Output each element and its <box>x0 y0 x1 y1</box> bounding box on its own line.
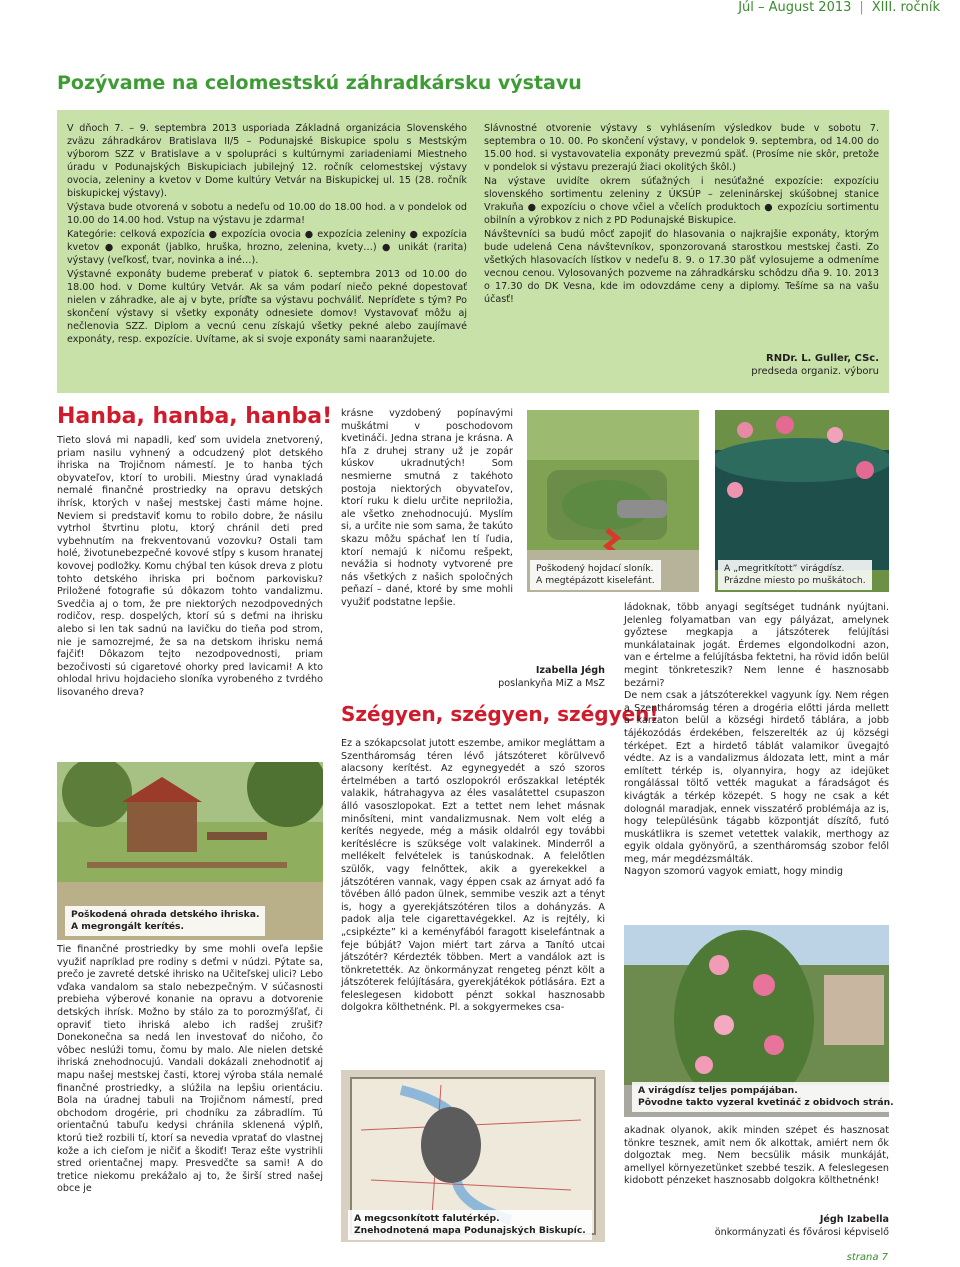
planter-caption-sk: A „megritkított” virágdísz. <box>724 563 845 574</box>
sk-author-name: Izabella Jégh <box>535 665 605 676</box>
signature-name: RNDr. L. Guller, CSc. <box>766 353 879 364</box>
page-title: Pozývame na celomestskú záhradkársku výstavu <box>57 72 582 94</box>
invite-paragraph: Slávnostné otvorenie výstavy s vyhlásením výsledkov bude v sobotu 7. septembra o 10. 00. Po skončení výstavy, v pondelok 9. septembra, od 14.00 do 15.00 hod. si vystavovatelia exponáty prevezmú späť. (Prosíme nie skôr, pretože v pondelok si výstavu prezerajú žiaci okolitých škôl.) <box>484 123 879 173</box>
invite-col-1 <box>67 122 467 347</box>
flower-tower-caption-sk: Pôvodne takto vyzeral kvetináč z obidvoch strán. <box>638 1097 894 1108</box>
sk-article-continued: Tie finančné prostriedky by sme mohli oveľa lepšie využiť napríklad pre rodiny s deťmi v núdzi. Pýtate sa, prečo je zavreté detské ihrisko na Učiteľskej ulici? Lebo vďaka vandalom sa stalo nebezpečným. V súčasnosti prebieha výberové konanie na opravu a dotvorenie detských ihrísk. Možno by stálo za to porozmýšľať, či opraviť tieto ihriská alebo ich radšej zrušiť? Donekonečna sa nedá len investovať do ničoho, čo vôbec neslúži tomu, čomu by malo. Ale nielen detské ihriská znehodnocujú. Vandali dokázali znehodnotiť aj mapu našej mestskej časti, ktorej výroba stála nemalé finančné prostriedky, a slúžila na lepšiu orientáciu. Bola na úradnej tabuli na Trojičnom námestí, pred obchodom drogérie, pri chodníku za zábradlím. Tú orientačnú tabuľu kedysi chránila sklenená výplň, ktorú tiež rozbili tí, ktorí sa nevedia vpratať do vlastnej kože a ich cieľom je ničiť a škodiť! Teraz ešte vystrihli stred orientačnej mapy. Presvedčte sa sami! A do tretice niekomu prekážalo aj to, že širší stred našej obce je <box>57 944 323 1195</box>
flower-tower-caption-hu: A virágdísz teljes pompájában. <box>638 1085 798 1096</box>
invite-paragraph: V dňoch 7. – 9. septembra 2013 usporiada Základná organizácia Slovenského zväzu záhradkárov Bratislava II/5 – Podunajské Biskupice spolu s Mestským výborom SZZ v Bratislave a v spolupráci s kultúrnymi zariadeniami Miestneho úradu v Podunajských Biskupiciach jubilejný 12. ročník celomestskej výstavy ovocia, zeleniny a kvetov v Dome kultúry Vetvár na Biskupickej ul. 15 (28. ročník biskupickej výstavy). <box>67 123 467 199</box>
hu-article-col-2: ládoknak, több anyagi segítséget tudnánk nyújtani. Jelenleg folyamatban van egy pályázat, amelynek győztese megkapja a játszóterek felújítási munkálatainak jogát. Érdemes elgondolkodni azon, van e értelme a felújításba fektetni, ha rövid időn belül megint tönkreteszik? Nem lenne é hasznosabb bezárni? De nem csak a játszóterekkel vagyunk így. Nem régen a Szentháromság téren a drogéria előtti járda mellett a karzaton belül a községi hirdető táblára, a jobb tájékozódás érdekében, felszerelték az új községi térképet. Ezt a hirdető táblát valamikor üvegajtó védte. Az is a vandalizmus áldozata lett, mint a már említett térkép is, olyannyira, hogy az idejüket rongálással töltő vették magukat a fáradságot és kivágták a térkép közepét. S hogy ne csak a két dolognál maradjak, ennek visszatérő problémája az is, hogy településünk tágabb központját díszítő, futó muskátlikra is szemet vetettek valakik, merthogy az egyik oldala gyönyörű, a szentháromság szobor felől meg, már megdézsmálták. Nagyon szomorú vagyok emiatt, hogy mindig <box>624 602 889 878</box>
hu-author-name: Jégh Izabella <box>819 1214 889 1225</box>
page-number: strana 7 <box>846 1252 888 1263</box>
sk-article-middle: krásne vyzdobený popínavými muškátmi v poschodovom kvetináči. Jedna strana je krásna. A hľa z druhej strany už je zopár kúskov ukradnutých! Som nesmierne smutná z takéhoto postoja niektorých obyvateľov, ktorí ruku k dielu určite nepriložia, ale všetko znehodnocujú. Myslím si, a určite nie som sama, že takúto skazu môžu spáchať len tí ľudia, ktorí nemajú k ničomu rešpekt, nevážia si hodnoty vytvorené pre nás všetkých z našich spoločných peňazí – dané, ktoré by sme mohli využiť podstatne lepšie. <box>341 408 513 608</box>
issue-header <box>738 0 940 15</box>
hu-article-closing: akadnak olyanok, akik minden szépet és hasznosat tönkre tesznek, amit nem ők alkottak, amiért nem ők dolgoztak meg. Nem becsülik másik munkáját, amellyel környezetünket szebbé teszik. A feleslegesen kidobott pénzeket hasznosabb dolgokra költhetnénk! <box>624 1125 889 1187</box>
planter-caption <box>718 560 872 590</box>
issue-date: Júl – August 2013 <box>738 0 852 15</box>
hu-author-role: önkormányzati és fővárosi képviselő <box>714 1226 889 1238</box>
invite-paragraph: Návštevníci sa budú môcť zapojiť do hlasovania o najkrajšie exponáty, ktorým bude udelená Cena návštevníkov, sponzorovaná starostkou mestskej časti. Zo všetkých hlasovacích lístkov v nedeľu 8. 9. o 17.30 päť vylosujeme a odmeníme vecnou cenou. Vylosovaných pozveme na záhradkársku schôdzu dňa 9. 10. 2013 o 17.30 do DK Vesna, kde im odovzdáme ceny a diplomy. Tešíme sa na vašu účasť! <box>484 229 879 305</box>
invite-col-2 <box>484 122 879 307</box>
map-caption <box>348 1210 592 1240</box>
hu-article-author <box>624 1214 889 1239</box>
elephant-caption <box>530 560 661 590</box>
planter-caption-hu: Prázdne miesto po muškátoch. <box>724 575 866 586</box>
invite-signature <box>484 352 879 378</box>
sk-article-title: Hanba, hanba, hanba! <box>57 404 333 429</box>
hu-article-col-1: Ez a szókapcsolat jutott eszembe, amikor megláttam a Szentháromság téren lévő játszóteret körülvevő alacsony kerítést. Az egynegyedét a szó szoros értelmében a tartó oszlopokról erőszakkal letépték valakik, hátrahagyva az éles vasalátettel csupaszon álló vasoszlopokat. Ezt a tettet nem lehet másnak minősíteni, mint vandalizmusnak. Nem volt elég a kerítés negyede, még a másik oldalról egy további kerítéslécre is szüksége volt valakinek. Minderről a mellékelt felvételek is tanúskodnak. A felelőtlen szülők, vagy felnőttek, akik a gyerekekkel a játszótéren vannak, vagy éppen csak az árnyat adó fa tövében álló padon ülnek, semmibe veszik azt a tényt is, hogy a gyerekjátszótéren tilos a dohányzás. A padok alja tele cigarettavégekkel. Az is rejtély, ki „csipkézte” ki a keményfából faragott kiselefántnak a feje búbját? Vajon miért tart zárva a Tanító utcai játszótér? Kérdezték többen. Mert a vandálok azt is tönkretették. Az önkormányzat rengeteg pénzt költ a játszóterek felújítására, gyerekjátékok pótlására. Ezt a feleslegesen kidobott pénzt sokkal hasznosabb dolgokra költhetnénk. Pl. a sokgyermekes csa- <box>341 738 605 1014</box>
sk-author-role: poslankyňa MiZ a MsZ <box>498 677 605 689</box>
invite-paragraph: Na výstave uvidíte okrem súťažných i nesúťažné expozície: expozíciu slovenského sortimentu zeleniny z ÚKSÚP – zeleninárskej skúšobnej stanice Vrakuňa ● expozíciu o chove včiel a včelích produktoch ● expozíciu sortimentu obilnín a výrobkov z nich z PD Podunajské Biskupice. <box>484 176 879 226</box>
flower-tower-caption <box>632 1082 900 1112</box>
invite-paragraph: Výstavné exponáty budeme preberať v piatok 6. septembra 2013 od 10.00 do 18.00 hod. v Dome kultúry Vetvár. Ak sa vám podarí niečo pekné dopestovať nielen v záhradke, ale aj v byte, príďte sa výstavu pochváliť. Nepríďete s tým? Po skončení výstavy si všetky exponáty odnesiete domov! Vystavovať môžu aj nečlenovia SZZ. Diplom a vecnú cenu získajú všetky pekné alebo zaujímavé exponáty, resp. expozície. Uvítame, ak si svoje exponáty sami naaranžujete. <box>67 269 467 345</box>
sk-article-author <box>341 665 605 690</box>
playground-caption <box>65 906 265 936</box>
map-caption-hu: A megcsonkított falutérkép. <box>354 1213 500 1224</box>
invite-paragraph: Kategórie: celková expozícia ● expozícia ovocia ● expozícia zeleniny ● expozícia kvetov ● exponát (jablko, hruška, hrozno, zelenina, kvety…) ● unikát (rarita) výstavy (veľkosť, tvar, novinka a iné…). <box>67 229 467 266</box>
map-caption-sk: Znehodnotená mapa Podunajských Biskupíc. <box>354 1225 586 1236</box>
playground-caption-sk: Poškodená ohrada detského ihriska. <box>71 909 260 920</box>
invite-paragraph: Výstava bude otvorená v sobotu a nedeľu od 10.00 do 18.00 hod. a v pondelok od 10.00 do 14.00 hod. Vstup na výstavu je zdarma! <box>67 202 467 226</box>
hu-article-title: Szégyen, szégyen, szégyen! <box>341 702 659 726</box>
playground-caption-hu: A megrongált kerítés. <box>71 921 184 932</box>
signature-role: predseda organiz. výboru <box>751 366 879 377</box>
header-separator: | <box>859 0 864 15</box>
sk-article-intro: Tieto slová mi napadli, keď som uvidela znetvorený, priam nasilu vyhnený a odcudzený plot detského ihriska na Trojičnom námestí. Je to hanba tých obyvateľov, ktorí to urobili. Miestny úrad vynakladá nemalé finančné prostriedky na opravu detských ihrísk, ktorých v našej mestskej časti máme hojne. Neviem si predstaviť komu to robilo dobre, že násilu vytrhol štvrtinu plotu, ktorý chránil deti pred vybehnutím na frekventovanú vozovku? Ostali tam holé, životunebezpečné kovové stĺpy s kusom hranatej kovovej podložky. Komu chýbal ten kúsok dreva z plotu tohto detského ihriska pri bočnom parkovisku? Priložené fotografie sú dôkazom tohto vandalizmu. Svedčia aj o tom, že pre niektorých nezodpovedných rodičov, resp. dospelých, ktorí sú s deťmi na ihrisku alebo si len tak sadnú na lavičku do tieňa pod strom, nie je samozrejmé, že sa na detskom ihrisku nemá fajčiť! Dôkazom tejto nezodpovednosti, priam bezočivosti sú cigaretové ohorky pred lavicami! A kto ohlodal hrivu hojdacieho sloníka vyrobeného z tvrdého lisovaného dreva? <box>57 435 323 698</box>
elephant-caption-hu: A megtépázott kiselefánt. <box>536 575 655 586</box>
elephant-caption-sk: Poškodený hojdací sloník. <box>536 563 654 574</box>
issue-volume: XIII. ročník <box>871 0 940 15</box>
